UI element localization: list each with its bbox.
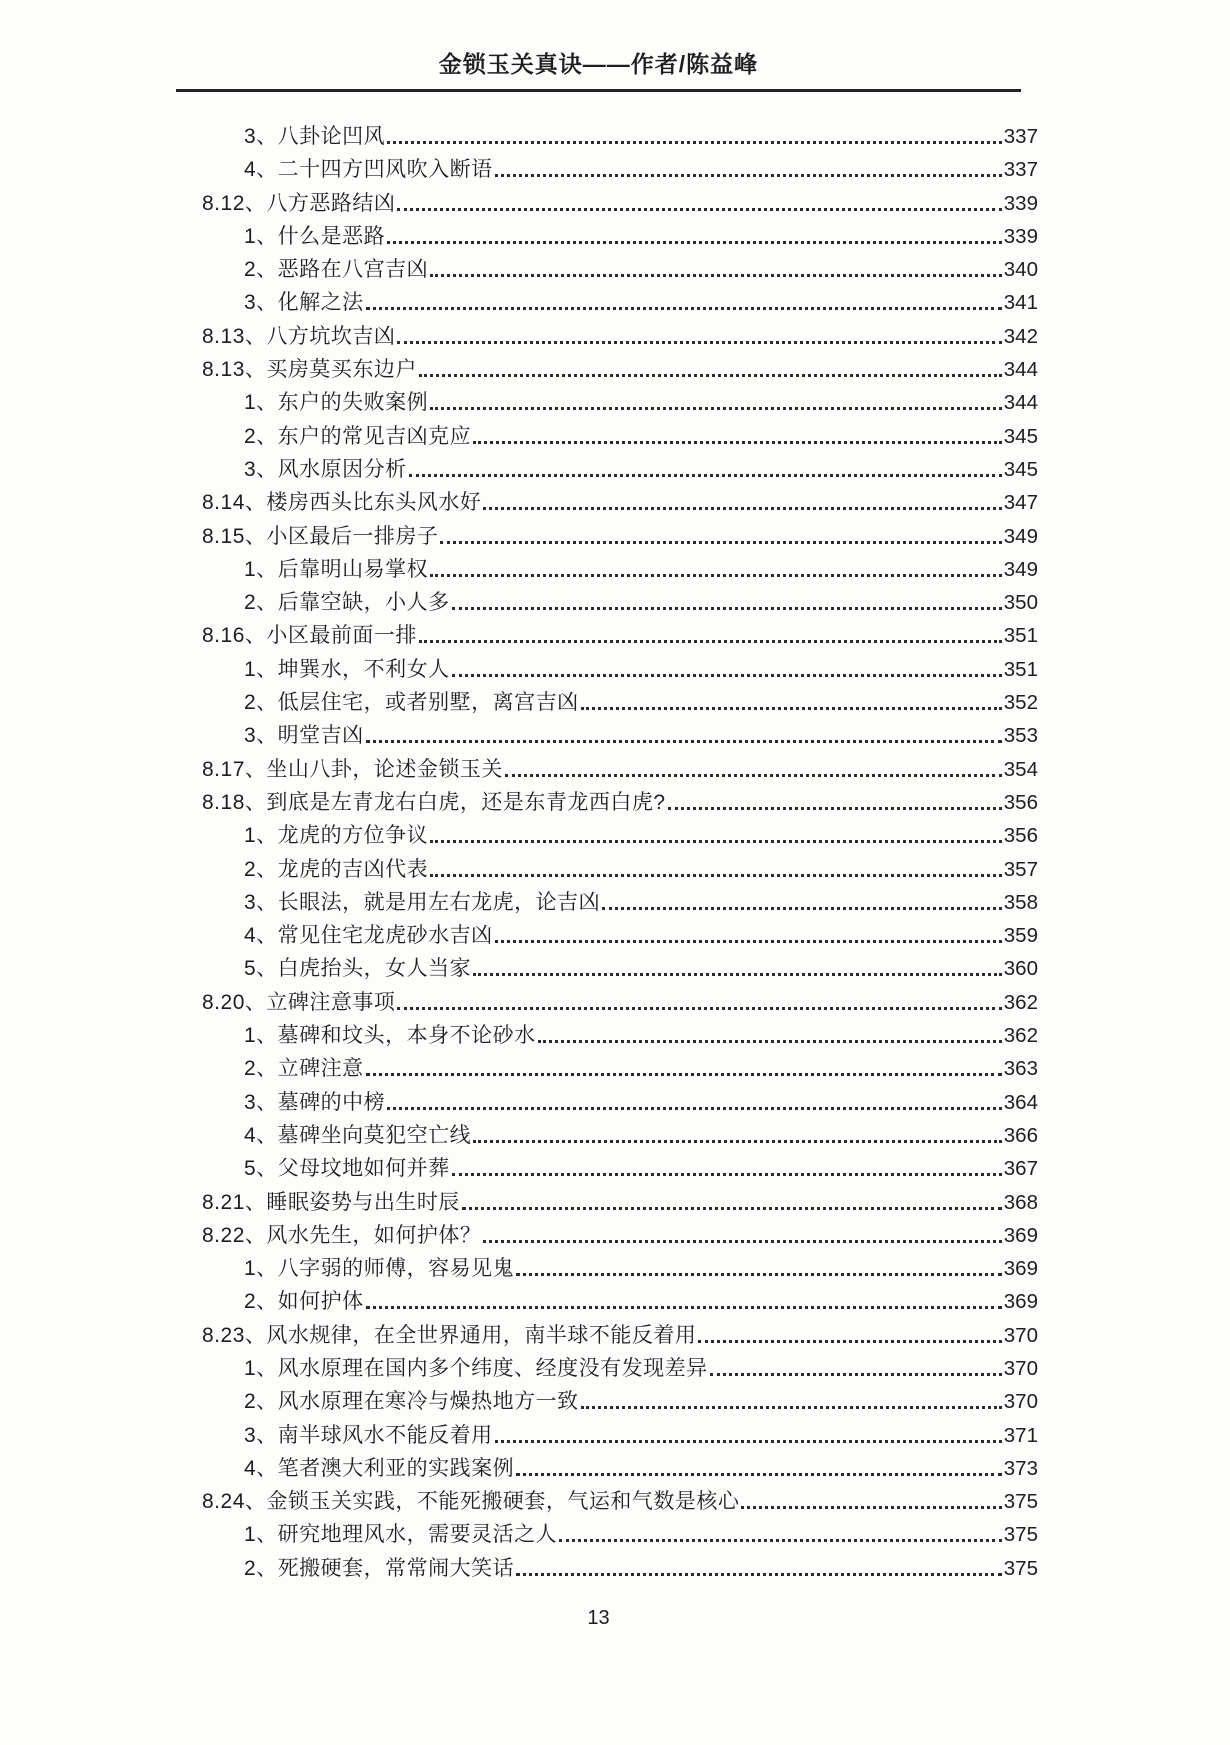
toc-entry-page: 360 xyxy=(1003,957,1038,981)
toc-entry-page: 337 xyxy=(1003,158,1038,182)
toc-entry-page: 359 xyxy=(1003,924,1038,948)
toc-entry xyxy=(202,320,1038,353)
toc-entry xyxy=(202,1552,1038,1585)
toc-entry-label: 8.15、小区最后一排房子 xyxy=(202,524,439,548)
toc-entry-label: 2、东户的常见吉凶克应 xyxy=(244,424,472,448)
toc-leader-dots xyxy=(559,1539,1002,1542)
toc-entry-page: 351 xyxy=(1003,624,1038,648)
toc-entry xyxy=(202,686,1038,719)
toc-entry xyxy=(202,1186,1038,1219)
toc-leader-dots xyxy=(495,1440,1002,1443)
toc-leader-dots xyxy=(473,1140,1002,1143)
toc-entry-page: 370 xyxy=(1003,1323,1038,1347)
toc-entry xyxy=(202,1252,1038,1285)
page-footer xyxy=(176,1602,1021,1634)
toc-leader-dots xyxy=(495,174,1002,177)
toc-entry-label: 1、风水原理在国内多个纬度、经度没有发现差异 xyxy=(244,1356,708,1380)
toc-entry-page: 352 xyxy=(1003,691,1038,715)
toc-leader-dots xyxy=(430,274,1002,277)
toc-entry-label: 2、龙虎的吉凶代表 xyxy=(244,857,429,881)
toc-entry xyxy=(202,120,1038,153)
toc-entry-page: 339 xyxy=(1003,224,1038,248)
toc-entry xyxy=(202,1419,1038,1452)
toc-entry xyxy=(202,1518,1038,1551)
toc-entry-label: 1、八字弱的师傅，容易见鬼 xyxy=(244,1257,515,1281)
toc-entry-page: 345 xyxy=(1003,424,1038,448)
toc-entry-label: 2、死搬硬套，常常闹大笑话 xyxy=(244,1556,515,1580)
toc-entry-label: 1、墓碑和坟头，本身不论砂水 xyxy=(244,1024,536,1048)
toc-entry-page: 362 xyxy=(1003,990,1038,1014)
toc-entry xyxy=(202,1119,1038,1152)
toc-entry-label: 3、长眼法，就是用左右龙虎，论吉凶 xyxy=(244,890,601,914)
toc-entry-label: 8.16、小区最前面一排 xyxy=(202,624,417,648)
toc-entry xyxy=(202,619,1038,652)
toc-entry-label: 8.13、八方坑坎吉凶 xyxy=(202,324,396,348)
toc-entry-label: 8.12、八方恶路结凶 xyxy=(202,191,396,215)
toc-entry xyxy=(202,1452,1038,1485)
toc-entry-page: 370 xyxy=(1003,1356,1038,1380)
toc-leader-dots xyxy=(473,441,1002,444)
toc-entry-label: 2、立碑注意 xyxy=(244,1057,364,1081)
toc-entry-label: 4、二十四方凹风吹入断语 xyxy=(244,158,493,182)
toc-entry-label: 1、龙虎的方位争议 xyxy=(244,824,429,848)
document-header-title: 金锁玉关真诀——作者/陈益峰 xyxy=(438,51,759,77)
toc-entry xyxy=(202,819,1038,852)
toc-entry xyxy=(202,786,1038,819)
toc-entry xyxy=(202,153,1038,186)
toc-entry xyxy=(202,1052,1038,1085)
toc-entry xyxy=(202,353,1038,386)
toc-entry-label: 4、常见住宅龙虎砂水吉凶 xyxy=(244,924,493,948)
toc-entry-label: 8.23、风水规律，在全世界通用，南半球不能反着用 xyxy=(202,1323,697,1347)
toc-entry-page: 363 xyxy=(1003,1057,1038,1081)
toc-entry-page: 364 xyxy=(1003,1090,1038,1114)
toc-leader-dots xyxy=(452,674,1002,677)
toc-leader-dots xyxy=(397,208,1001,211)
toc-entry-page: 362 xyxy=(1003,1024,1038,1048)
toc-entry-page: 369 xyxy=(1003,1223,1038,1247)
page-number: 13 xyxy=(587,1607,610,1629)
toc-leader-dots xyxy=(602,907,1002,910)
toc-entry-page: 369 xyxy=(1003,1257,1038,1281)
toc-entry-page: 367 xyxy=(1003,1157,1038,1181)
toc-leader-dots xyxy=(516,1573,1002,1576)
toc-entry xyxy=(202,520,1038,553)
toc-entry-label: 3、明堂吉凶 xyxy=(244,724,364,748)
toc-entry-page: 337 xyxy=(1003,125,1038,148)
toc-entry-label: 2、低层住宅，或者别墅，离宫吉凶 xyxy=(244,691,579,715)
toc-entry-label: 1、东户的失败案例 xyxy=(244,391,429,415)
toc-leader-dots xyxy=(581,707,1002,710)
toc-entry xyxy=(202,586,1038,619)
toc-entry xyxy=(202,753,1038,786)
toc-leader-dots xyxy=(387,141,1002,144)
toc-entry xyxy=(202,1086,1038,1119)
toc-entry-label: 4、墓碑坐向莫犯空亡线 xyxy=(244,1123,472,1147)
toc-leader-dots xyxy=(366,1306,1002,1309)
toc-entry xyxy=(202,1152,1038,1185)
toc-entry-label: 8.17、坐山八卦，论述金锁玉关 xyxy=(202,757,503,781)
toc-leader-dots xyxy=(516,1473,1002,1476)
toc-leader-dots xyxy=(409,474,1002,477)
toc-leader-dots xyxy=(366,1073,1002,1076)
toc-entry xyxy=(202,420,1038,453)
toc-entry-label: 8.14、楼房西头比东头风水好 xyxy=(202,491,482,515)
toc-entry-page: 370 xyxy=(1003,1390,1038,1414)
toc-entry-label: 1、研究地理风水，需要灵活之人 xyxy=(244,1523,558,1547)
toc-entry-label: 8.24、金锁玉关实践，不能死搬硬套，气运和气数是核心 xyxy=(202,1490,740,1514)
toc-entry-page: 357 xyxy=(1003,857,1038,881)
toc-entry-label: 8.22、风水先生，如何护体？ xyxy=(202,1223,482,1247)
toc-entry-page: 347 xyxy=(1003,491,1038,515)
toc-entry xyxy=(202,653,1038,686)
toc-leader-dots xyxy=(452,1173,1002,1176)
toc-entry-label: 5、白虎抬头，女人当家 xyxy=(244,957,472,981)
toc-leader-dots xyxy=(366,307,1002,310)
toc-entry xyxy=(202,952,1038,985)
toc-entry xyxy=(202,1019,1038,1052)
toc-entry-page: 350 xyxy=(1003,591,1038,615)
toc-entry-page: 358 xyxy=(1003,890,1038,914)
toc-entry-label: 3、南半球风水不能反着用 xyxy=(244,1423,493,1447)
toc-entry xyxy=(202,1319,1038,1352)
toc-leader-dots xyxy=(710,1373,1002,1376)
toc-leader-dots xyxy=(419,374,1002,377)
toc-entry-label: 5、父母坟地如何并葬 xyxy=(244,1157,450,1181)
toc-leader-dots xyxy=(440,541,1001,544)
toc-entry-page: 356 xyxy=(1003,790,1038,814)
toc-entry-page: 371 xyxy=(1003,1423,1038,1447)
toc-entry-page: 339 xyxy=(1003,191,1038,215)
toc-entry-page: 349 xyxy=(1003,524,1038,548)
toc-entry xyxy=(202,853,1038,886)
toc-entry-page: 353 xyxy=(1003,724,1038,748)
toc-leader-dots xyxy=(538,1040,1002,1043)
toc-entry xyxy=(202,1352,1038,1385)
toc-entry-page: 369 xyxy=(1003,1290,1038,1314)
toc-entry-page: 375 xyxy=(1003,1523,1038,1547)
toc-entry-page: 344 xyxy=(1003,358,1038,382)
toc-entry-page: 344 xyxy=(1003,391,1038,415)
toc-entry-label: 3、风水原因分析 xyxy=(244,457,407,481)
toc-entry-label: 2、恶路在八宫吉凶 xyxy=(244,258,429,282)
toc-entry-label: 8.18、到底是左青龙右白虎，还是东青龙西白虎? xyxy=(202,790,666,814)
toc-leader-dots xyxy=(698,1340,1001,1343)
toc-entry xyxy=(202,719,1038,752)
toc-leader-dots xyxy=(581,1406,1002,1409)
toc-entry-page: 373 xyxy=(1003,1456,1038,1480)
toc-leader-dots xyxy=(430,574,1002,577)
toc-entry-label: 3、八卦论凹风 xyxy=(244,125,386,148)
toc-entry-page: 340 xyxy=(1003,258,1038,282)
toc-leader-dots xyxy=(387,241,1002,244)
toc-entry xyxy=(202,919,1038,952)
header-rule-divider xyxy=(176,89,1021,92)
toc-leader-dots xyxy=(430,407,1002,410)
toc-leader-dots xyxy=(387,1107,1002,1110)
toc-entry xyxy=(202,886,1038,919)
toc-entry xyxy=(202,486,1038,519)
toc-entry xyxy=(202,1485,1038,1518)
toc-leader-dots xyxy=(473,973,1002,976)
toc-leader-dots xyxy=(668,807,1002,810)
toc-entry-label: 1、坤巽水，不利女人 xyxy=(244,657,450,681)
toc-leader-dots xyxy=(516,1273,1002,1276)
toc-entry-page: 345 xyxy=(1003,457,1038,481)
toc-entry-label: 2、如何护体 xyxy=(244,1290,364,1314)
toc-entry-label: 3、化解之法 xyxy=(244,291,364,315)
toc-entry-page: 356 xyxy=(1003,824,1038,848)
toc-entry xyxy=(202,187,1038,220)
toc-leader-dots xyxy=(430,874,1002,877)
toc-entry-label: 3、墓碑的中榜 xyxy=(244,1090,386,1114)
toc-entry-label: 2、风水原理在寒冷与燥热地方一致 xyxy=(244,1390,579,1414)
toc-list xyxy=(202,120,1038,1585)
toc-entry-label: 8.13、买房莫买东边户 xyxy=(202,358,417,382)
toc-entry-page: 368 xyxy=(1003,1190,1038,1214)
toc-entry xyxy=(202,453,1038,486)
toc-leader-dots xyxy=(483,1240,1001,1243)
toc-entry-label: 8.20、立碑注意事项 xyxy=(202,990,396,1014)
toc-entry-label: 1、后靠明山易掌权 xyxy=(244,557,429,581)
toc-leader-dots xyxy=(483,507,1001,510)
toc-leader-dots xyxy=(462,1207,1002,1210)
toc-entry-label: 1、什么是恶路 xyxy=(244,224,386,248)
toc-entry xyxy=(202,386,1038,419)
toc-entry xyxy=(202,553,1038,586)
toc-entry-page: 354 xyxy=(1003,757,1038,781)
toc-entry xyxy=(202,220,1038,253)
toc-entry-page: 341 xyxy=(1003,291,1038,315)
toc-entry-page: 375 xyxy=(1003,1490,1038,1514)
toc-entry xyxy=(202,1285,1038,1318)
toc-leader-dots xyxy=(505,774,1002,777)
toc-leader-dots xyxy=(741,1506,1001,1509)
toc-entry xyxy=(202,1219,1038,1252)
toc-leader-dots xyxy=(397,341,1001,344)
toc-entry xyxy=(202,253,1038,286)
toc-entry-page: 366 xyxy=(1003,1123,1038,1147)
toc-entry-label: 8.21、睡眠姿势与出生时辰 xyxy=(202,1190,460,1214)
toc-entry-page: 342 xyxy=(1003,324,1038,348)
toc-leader-dots xyxy=(495,940,1002,943)
toc-entry xyxy=(202,286,1038,319)
toc-entry-page: 349 xyxy=(1003,557,1038,581)
toc-leader-dots xyxy=(430,840,1002,843)
toc-entry xyxy=(202,986,1038,1019)
toc-leader-dots xyxy=(452,607,1002,610)
toc-entry xyxy=(202,1385,1038,1418)
toc-leader-dots xyxy=(397,1007,1001,1010)
toc-leader-dots xyxy=(419,640,1002,643)
toc-entry-label: 2、后靠空缺，小人多 xyxy=(244,591,450,615)
toc-entry-page: 375 xyxy=(1003,1556,1038,1580)
toc-leader-dots xyxy=(366,740,1002,743)
toc-entry-label: 4、笔者澳大利亚的实践案例 xyxy=(244,1456,515,1480)
toc-entry-page: 351 xyxy=(1003,657,1038,681)
